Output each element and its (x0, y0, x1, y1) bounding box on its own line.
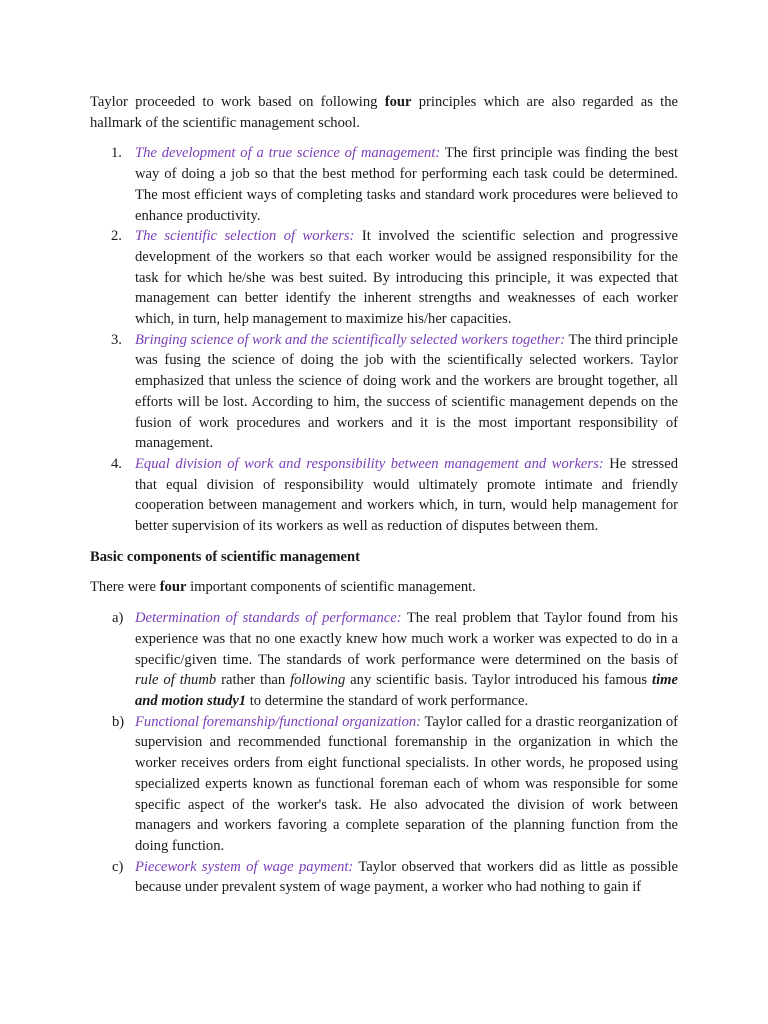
bold-italic-phrase: time and motion study1 (135, 672, 678, 709)
principles-list (90, 143, 678, 536)
list-marker: 1. (111, 145, 122, 162)
principle-text: It involved the scientific selection and progressive development of the workers so that each worker would be assigned responsibility for the task for which he/she was best suited. By introducing this principle, it was expected that management can better identify the inherent strengths and weaknesses of each worker which, in turn, help management to maximize his/her capacities. (135, 228, 678, 328)
intro-paragraph: Taylor proceeded to work based on following four principles which are also regarded as the hallmark of the scientific management school. (90, 94, 679, 131)
list-marker: a) (112, 610, 124, 627)
list-marker: 4. (111, 455, 122, 472)
list-item: a) Determination of standards of performance: The real problem that Taylor found from his experience was that no one exactly knew how much work a worker was expected to do in a specific/given time. The standards of work performance were determined on the basis of rule of thumb rather than following any scientific basis. Taylor introduced his famous time and motion study1 to determine the standard of work performance. (112, 610, 679, 709)
principle-term: The development of a true science of management: (135, 145, 441, 162)
list-item (90, 330, 678, 454)
component-term: Piecework system of wage payment: (135, 858, 354, 875)
italic-phrase: rule of thumb (135, 672, 217, 689)
document-page (90, 92, 678, 898)
component-term: Functional foremanship/functional organization: (135, 713, 422, 730)
list-marker: 2. (111, 228, 122, 245)
list-item (90, 712, 678, 857)
components-emphasis: four (159, 579, 187, 596)
list-item (90, 454, 678, 537)
principle-term: Equal division of work and responsibility between management and workers: (135, 455, 604, 472)
principle-text: The first principle was finding the best way of doing a job so that the best method for performing each task could be determined. The most efficient ways of completing tasks and standard work procedures were believed to enhance productivity. (135, 145, 678, 224)
intro-emphasis: four (384, 94, 412, 110)
list-marker: 3. (111, 331, 122, 348)
list-item (90, 226, 678, 330)
component-text: Taylor called for a drastic reorganization of supervision and recommended functional foremanship in the organization in which the worker receives orders from eight functional specialists. In other words, he proposed using specialized experts known as functional foreman each of whom was responsible for some specific aspect of the worker's task. He also advocated the division of work between managers and workers favoring a complete separation of the planning function from the doing function. (135, 713, 679, 854)
list-item (90, 143, 678, 226)
section-heading: Basic components of scientific management (90, 548, 360, 565)
components-list (90, 608, 678, 898)
component-text: Taylor observed that workers did as little as possible because under prevalent system of wage payment, a worker who had nothing to gain if (135, 858, 679, 896)
principle-term: The scientific selection of workers: (135, 228, 355, 245)
component-term: Determination of standards of performance: (135, 610, 402, 627)
list-item (90, 857, 678, 898)
list-marker: c) (112, 858, 124, 875)
list-marker: b) (112, 713, 125, 730)
principle-term: Bringing science of work and the scientifically selected workers together: (135, 331, 566, 348)
principle-text: The third principle was fusing the science of doing the job with the scientifically selected workers. Taylor emphasized that unless the science of doing work and the workers are brought together, all efforts will be lost. According to him, the success of scientific management depends on the fusion of work procedures and workers and it is the most important responsibility of management. (135, 331, 678, 452)
principle-text: He stressed that equal division of responsibility would ultimately promote intimate and friendly cooperation between management and workers which, in turn, would help management for better supervision of its workers as well as reduction of disputes between them. (135, 455, 678, 535)
components-intro: There were four important components of scientific management. (90, 579, 476, 596)
italic-phrase: following (290, 672, 346, 689)
